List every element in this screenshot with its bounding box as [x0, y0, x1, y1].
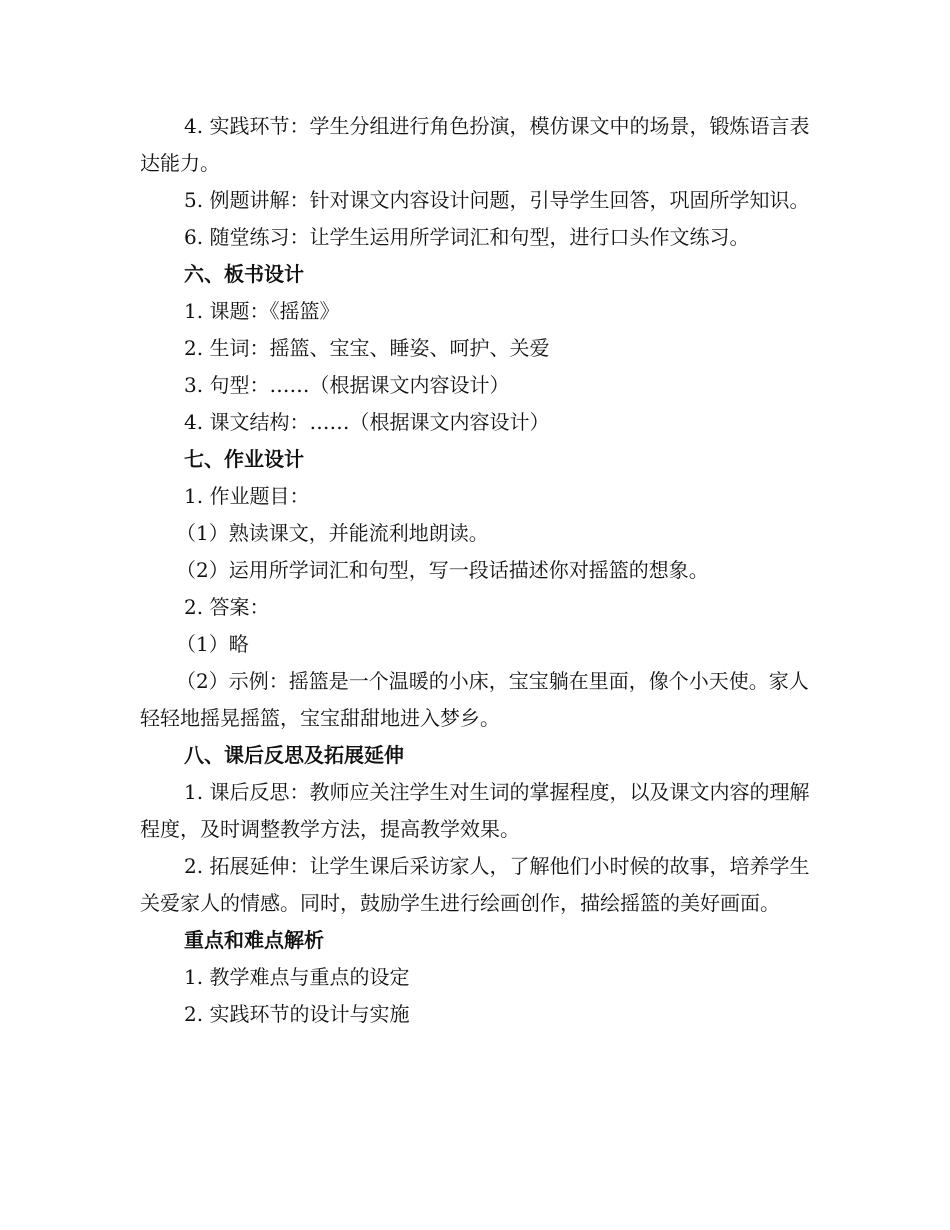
- heading-keypoints: 重点和难点解析: [184, 928, 324, 952]
- board-item-words: 2. 生词：摇篮、宝宝、睡姿、呵护、关爱: [184, 336, 550, 360]
- board-item-title: 1. 课题：《摇篮》: [184, 299, 340, 323]
- homework-answer-1: （1）略: [176, 632, 249, 656]
- paragraph-example: 5. 例题讲解：针对课文内容设计问题，引导学生回答，巩固所学知识。: [184, 188, 810, 212]
- paragraph-extension: 2. 拓展延伸：让学生课后采访家人，了解他们小时候的故事，培养学生关爱家人的情感。同时，鼓励学生进行绘画创作，描绘摇篮的美好画面。: [140, 854, 810, 915]
- homework-question-title: 1. 作业题目：: [184, 484, 310, 508]
- keypoint-item-1: 1. 教学难点与重点的设定: [184, 965, 410, 989]
- keypoint-item-2: 2. 实践环节的设计与实施: [184, 1002, 410, 1026]
- paragraph-exercise: 6. 随堂练习：让学生运用所学词汇和句型，进行口头作文练习。: [184, 225, 750, 249]
- homework-answer-2: （2）示例：摇篮是一个温暖的小床，宝宝躺在里面，像个小天使。家人轻轻地摇晃摇篮，宝宝甜甜地进入梦乡。: [140, 669, 809, 730]
- heading-reflection: 八、课后反思及拓展延伸: [184, 743, 404, 767]
- homework-question-2: （2）运用所学词汇和句型，写一段话描述你对摇篮的想象。: [176, 558, 709, 582]
- paragraph-practice: 4. 实践环节：学生分组进行角色扮演，模仿课文中的场景，锻炼语言表达能力。: [140, 114, 810, 175]
- paragraph-reflection: 1. 课后反思：教师应关注学生对生词的掌握程度，以及课文内容的理解程度，及时调整教学方法，提高教学效果。: [140, 780, 810, 841]
- homework-answer-title: 2. 答案：: [184, 595, 270, 619]
- heading-board-design: 六、板书设计: [184, 262, 304, 286]
- board-item-sentences: 3. 句型：……（根据课文内容设计）: [184, 373, 510, 397]
- homework-question-1: （1）熟读课文，并能流利地朗读。: [176, 521, 489, 545]
- board-item-structure: 4. 课文结构：……（根据课文内容设计）: [184, 410, 550, 434]
- document-body: [140, 108, 820, 1033]
- heading-homework: 七、作业设计: [184, 447, 304, 471]
